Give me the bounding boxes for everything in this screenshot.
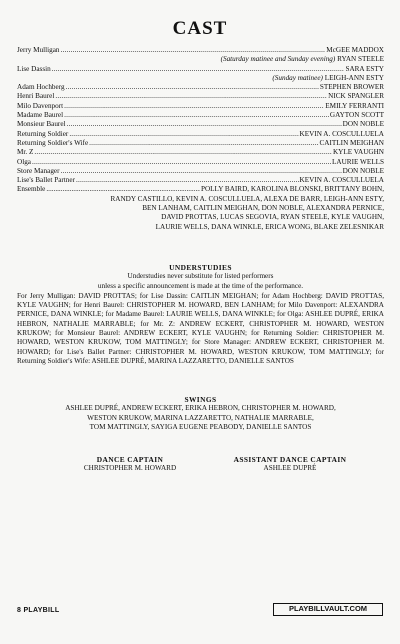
leader-dots	[46, 185, 200, 194]
cast-actor: KYLE VAUGHN	[332, 148, 384, 157]
ensemble-line: DAVID PROTTAS, LUCAS SEGOVIA, RYAN STEELE, KYLE VAUGHN,	[161, 213, 384, 222]
captains-section	[60, 455, 360, 474]
assistant-dance-captain-name: ASHLEE DUPRÉ	[263, 464, 317, 473]
leader-dots	[34, 148, 332, 157]
cast-row	[17, 65, 384, 74]
leader-dots	[64, 102, 324, 111]
cast-actor: LEIGH-ANN ESTY	[324, 73, 384, 82]
cast-actor: KEVIN A. COSCULLUELA	[299, 176, 384, 185]
understudies-body: For Jerry Mulligan: DAVID PROTTAS; for Lise Dassin: CAITLIN MEIGHAN; for Adam Hochberg: DAVID PROTTAS, KYLE VAUGHN; for Henri Baurel: CHRISTOPHER M. HOWARD, BEN LANHAM; for Milo Davenport: ALEXANDRA PERNICE, DANA WINKLE; for Madame Baurel: LAURIE WELLS, DANA WINKLE; for Olga: ASHLEE DUPRÉ, ERIKA HEBRON, NATHALIE MARRABLE; for Mr. Z: ANDREW ECKERT, CHRISTOPHER M. HOWARD, WESTON KRUKOW; for Monsieur Baurel: ANDREW ECKERT, KYLE VAUGHN; for Returning Soldier: CHRISTOPHER M. HOWARD, WESTON KRUKOW, TOM MATTINGLY; for Store Manager: ANDREW ECKERT, CHRISTOPHER M. HOWARD; for Lise's Ballet Partner: CHRISTOPHER M. HOWARD, WESTON KRUKOW, TOM MATTINGLY; for Returning Soldier's Wife: ASHLEE DUPRÉ, MARINA LAZZARETTO, DANIELLE SANTOS	[17, 291, 384, 365]
cast-role: Olga	[17, 157, 31, 166]
cast-actor: EMILY FERRANTI	[325, 101, 384, 110]
assistant-dance-captain	[220, 455, 360, 474]
performance-note: (Saturday matinee and Sunday evening)	[220, 55, 336, 64]
cast-actor: KEVIN A. COSCULLUELA	[299, 129, 384, 138]
cast-row	[17, 120, 384, 129]
cast-role: Lise Dassin	[17, 64, 51, 73]
cast-role: Returning Soldier	[17, 129, 69, 138]
cast-role: Milo Davenport	[17, 101, 64, 110]
cast-row	[17, 167, 384, 176]
cast-performance-note	[17, 74, 384, 83]
cast-row	[17, 176, 384, 185]
leader-dots	[32, 158, 331, 167]
cast-role: Monsieur Baurel	[17, 120, 66, 129]
leader-dots	[69, 130, 298, 139]
page-title: CAST	[172, 18, 228, 39]
swings-line: WESTON KRUKOW, MARINA LAZZARETTO, NATHALIE MARRABLE,	[87, 413, 314, 422]
cast-actor: LAURIE WELLS	[332, 157, 384, 166]
playbillvault-badge[interactable]: PLAYBILLVAULT.COM	[273, 603, 383, 616]
cast-role: Jerry Mulligan	[17, 46, 60, 54]
leader-dots	[61, 167, 342, 176]
page-number-label: 8 PLAYBILL	[17, 607, 60, 614]
ensemble-line: RANDY CASTILLO, KEVIN A. COSCULLUELA, ALEXA DE BARR, LEIGH-ANN ESTY,	[110, 194, 384, 203]
cast-row	[17, 46, 384, 55]
cast-role: Returning Soldier's Wife	[17, 138, 89, 147]
cast-role: Store Manager	[17, 166, 60, 175]
cast-row	[17, 148, 384, 157]
cast-role: Lise's Ballet Partner	[17, 176, 75, 185]
ensemble-line: BEN LANHAM, CAITLIN MEIGHAN, DON NOBLE, ALEXANDRA PERNICE,	[142, 204, 384, 213]
cast-actor: DON NOBLE	[342, 120, 384, 129]
understudies-heading: UNDERSTUDIES	[169, 263, 232, 272]
leader-dots	[67, 120, 342, 129]
swings-line: ASHLEE DUPRÉ, ANDREW ECKERT, ERIKA HEBRON, CHRISTOPHER M. HOWARD,	[65, 404, 336, 413]
cast-actor: McGEE MADDOX	[326, 46, 384, 54]
cast-performance-note	[17, 55, 384, 64]
leader-dots	[55, 92, 327, 101]
leader-dots	[52, 65, 345, 74]
dance-captain	[60, 455, 200, 474]
swings-line: TOM MATTINGLY, SAYIGA EUGENE PEABODY, DANIELLE SANTOS	[89, 422, 312, 431]
cast-row	[17, 83, 384, 92]
cast-list	[17, 46, 384, 232]
ensemble-line: POLLY BAIRD, KAROLINA BLONSKI, BRITTANY BOHN,	[200, 185, 384, 194]
understudies-note-1: Understudies never substitute for listed performers	[127, 272, 274, 281]
understudies-section	[17, 263, 384, 366]
leader-dots	[76, 176, 299, 185]
understudies-note-2: unless a specific announcement is made at the time of the performance.	[97, 281, 304, 290]
cast-row	[17, 158, 384, 167]
cast-row	[17, 139, 384, 148]
cast-role: Adam Hochberg	[17, 83, 65, 92]
assistant-dance-captain-heading: ASSISTANT DANCE CAPTAIN	[233, 455, 347, 464]
dance-captain-heading: DANCE CAPTAIN	[96, 455, 164, 464]
leader-dots	[64, 111, 329, 120]
cast-actor: NICK SPANGLER	[328, 92, 384, 101]
cast-role: Madame Baurel	[17, 111, 64, 120]
leader-dots	[66, 83, 319, 92]
leader-dots	[61, 46, 326, 55]
cast-row	[17, 92, 384, 101]
performance-note: (Sunday matinee)	[272, 73, 323, 82]
swings-heading: SWINGS	[184, 395, 217, 404]
dance-captain-name: CHRISTOPHER M. HOWARD	[83, 464, 177, 473]
ensemble-line: LAURIE WELLS, DANA WINKLE, ERICA WONG, BLAKE ZELESNIKAR	[155, 222, 384, 231]
cast-actor: SARA ESTY	[345, 64, 384, 73]
ensemble-row	[17, 185, 384, 194]
cast-actor: DON NOBLE	[342, 166, 384, 175]
cast-row	[17, 102, 384, 111]
ensemble-label: Ensemble	[17, 185, 46, 194]
leader-dots	[89, 139, 318, 148]
cast-row	[17, 130, 384, 139]
cast-actor: CAITLIN MEIGHAN	[319, 138, 384, 147]
swings-section	[17, 395, 384, 432]
cast-row	[17, 111, 384, 120]
cast-role: Henri Baurel	[17, 92, 55, 101]
cast-actor: RYAN STEELE	[337, 55, 384, 64]
cast-actor: GAYTON SCOTT	[329, 111, 384, 120]
cast-actor: STEPHEN BROWER	[319, 83, 384, 92]
cast-role: Mr. Z	[17, 148, 34, 157]
